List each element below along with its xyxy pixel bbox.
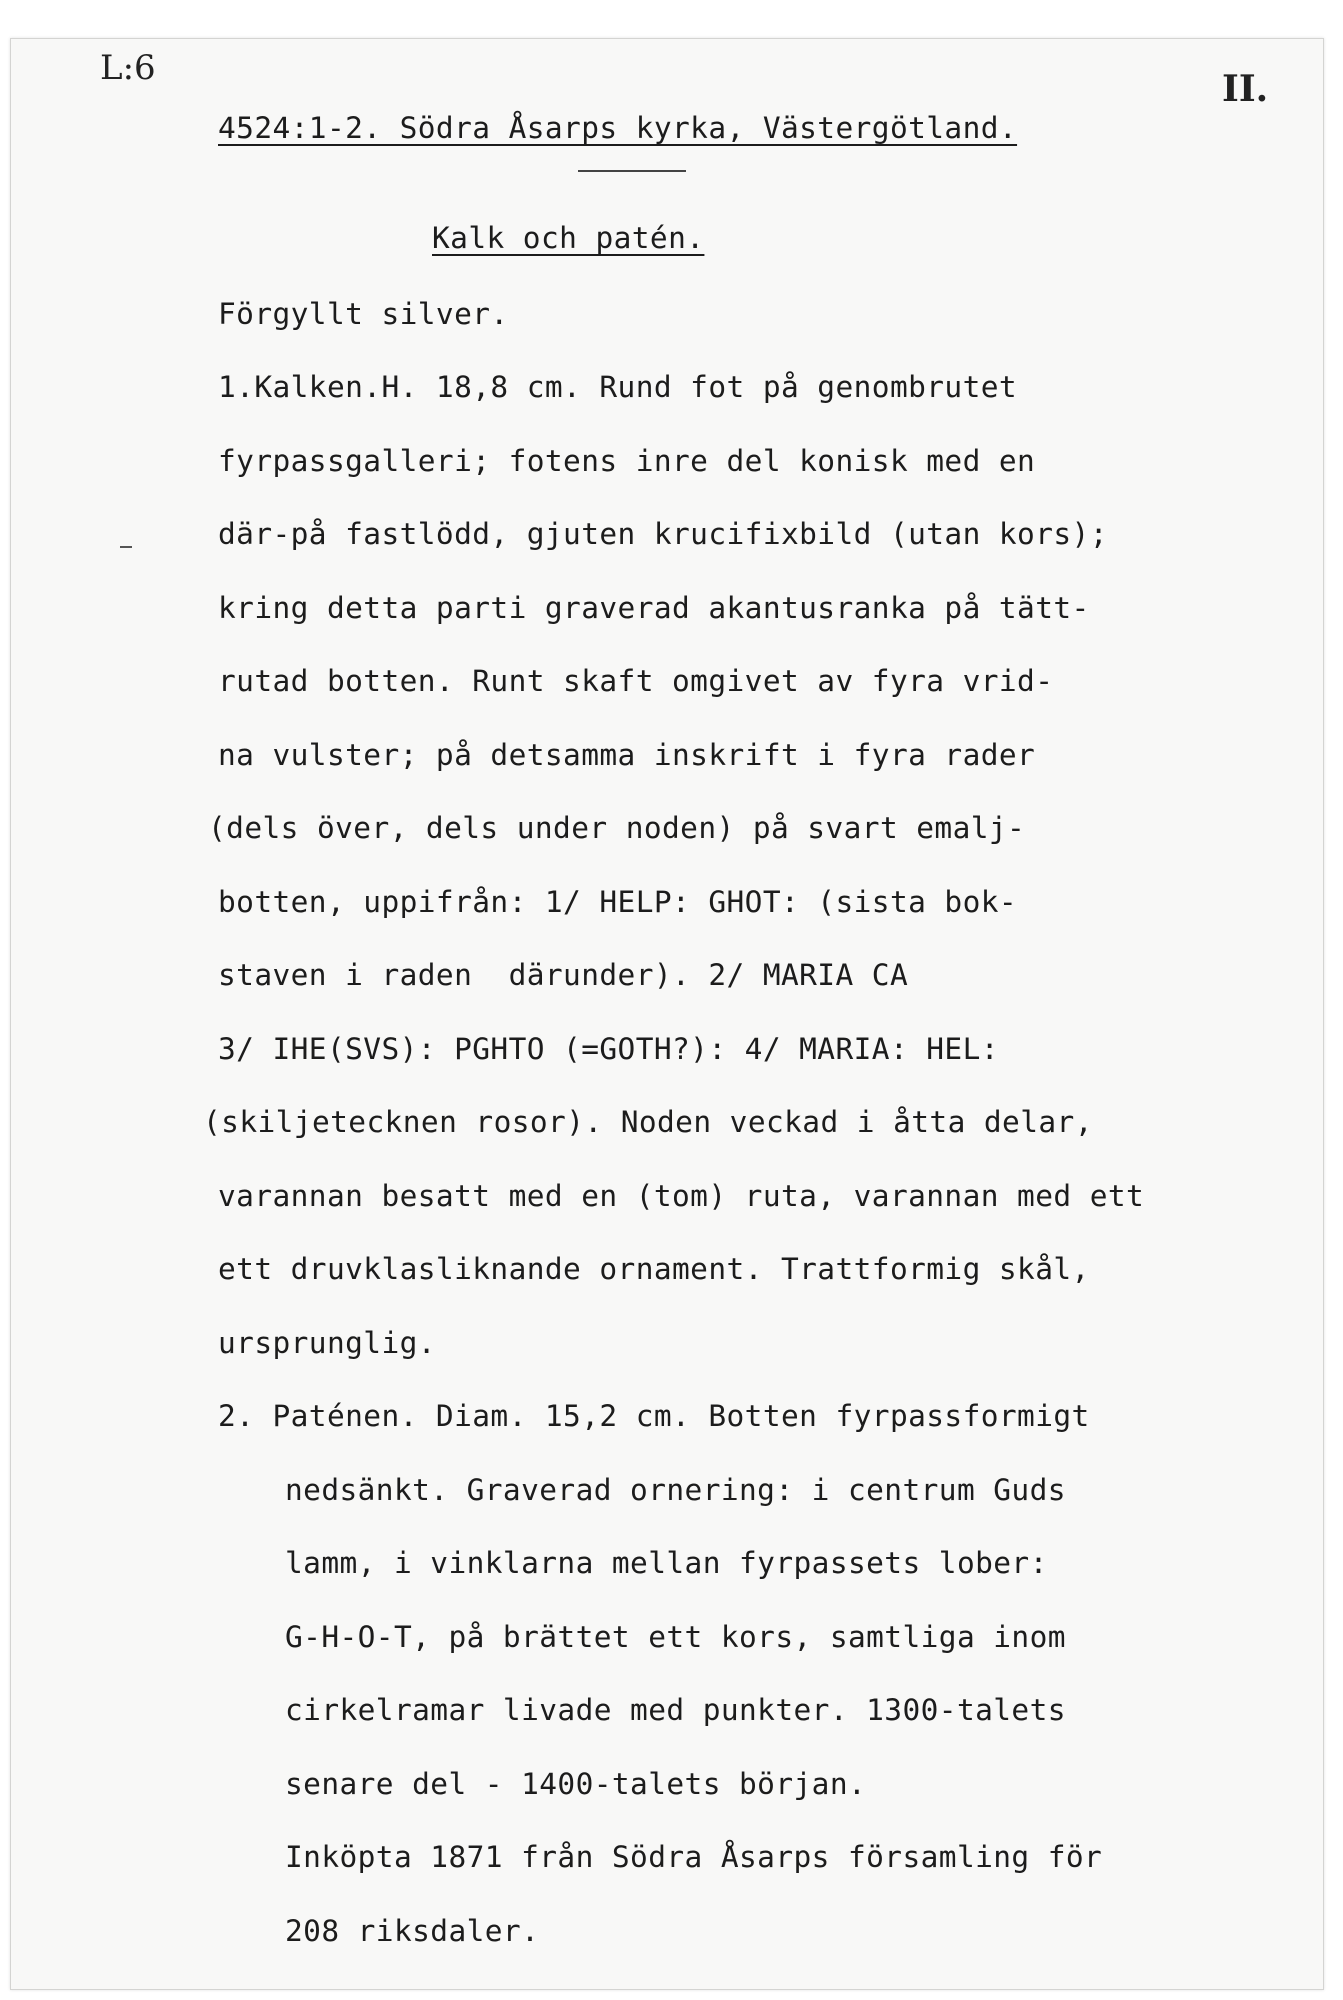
page-numeral: II. [1222,68,1269,110]
text-line: Inköpta 1871 från Södra Åsarps församling för [285,1840,1103,1874]
section-title: Kalk och patén. [432,221,705,255]
text-line: lamm, i vinklarna mellan fyrpassets lober: [285,1546,1048,1580]
text-line: 3/ IHE(SVS): PGHTO (=GOTH?): 4/ MARIA: HEL: [218,1032,999,1066]
document-header: 4524:1-2. Södra Åsarps kyrka, Västergötland. [218,111,1018,145]
text-line: cirkelramar livade med punkter. 1300-talets [285,1693,1066,1727]
text-line: fyrpassgalleri; fotens inre del konisk med en [218,444,1036,478]
text-line: (skiljetecknen rosor). Noden veckad i åtta delar, [203,1105,1093,1139]
header-divider [578,170,686,172]
text-line: ursprunglig. [218,1326,436,1360]
text-line: botten, uppifrån: 1/ HELP: GHOT: (sista bok- [218,885,1018,919]
margin-mark [120,546,132,548]
text-line: varannan besatt med en (tom) ruta, varannan med ett [218,1179,1145,1213]
text-line: ett druvklasliknande ornament. Trattformig skål, [218,1252,1090,1286]
text-line: där-på fastlödd, gjuten krucifixbild (utan kors); [218,517,1108,551]
text-line: G-H-O-T, på brättet ett kors, samtliga inom [285,1620,1066,1654]
text-line: 208 riksdaler. [285,1914,540,1948]
handwritten-corner-note: L:6 [100,48,156,88]
text-line: nedsänkt. Graverad ornering: i centrum Guds [285,1473,1066,1507]
text-line: Förgyllt silver. [218,297,509,331]
text-line: 1.Kalken.H. 18,8 cm. Rund fot på genombrutet [218,370,1018,404]
text-line: staven i raden därunder). 2/ MARIA CA [218,958,909,992]
text-line: senare del - 1400-talets början. [285,1767,867,1801]
text-line: na vulster; på detsamma inskrift i fyra rader [218,738,1036,772]
text-line: 2. Paténen. Diam. 15,2 cm. Botten fyrpassformigt [218,1399,1090,1433]
text-line: rutad botten. Runt skaft omgivet av fyra vrid- [218,664,1054,698]
text-line: kring detta parti graverad akantusranka på tätt- [218,591,1090,625]
text-line: (dels över, dels under noden) på svart emalj- [208,811,1026,845]
